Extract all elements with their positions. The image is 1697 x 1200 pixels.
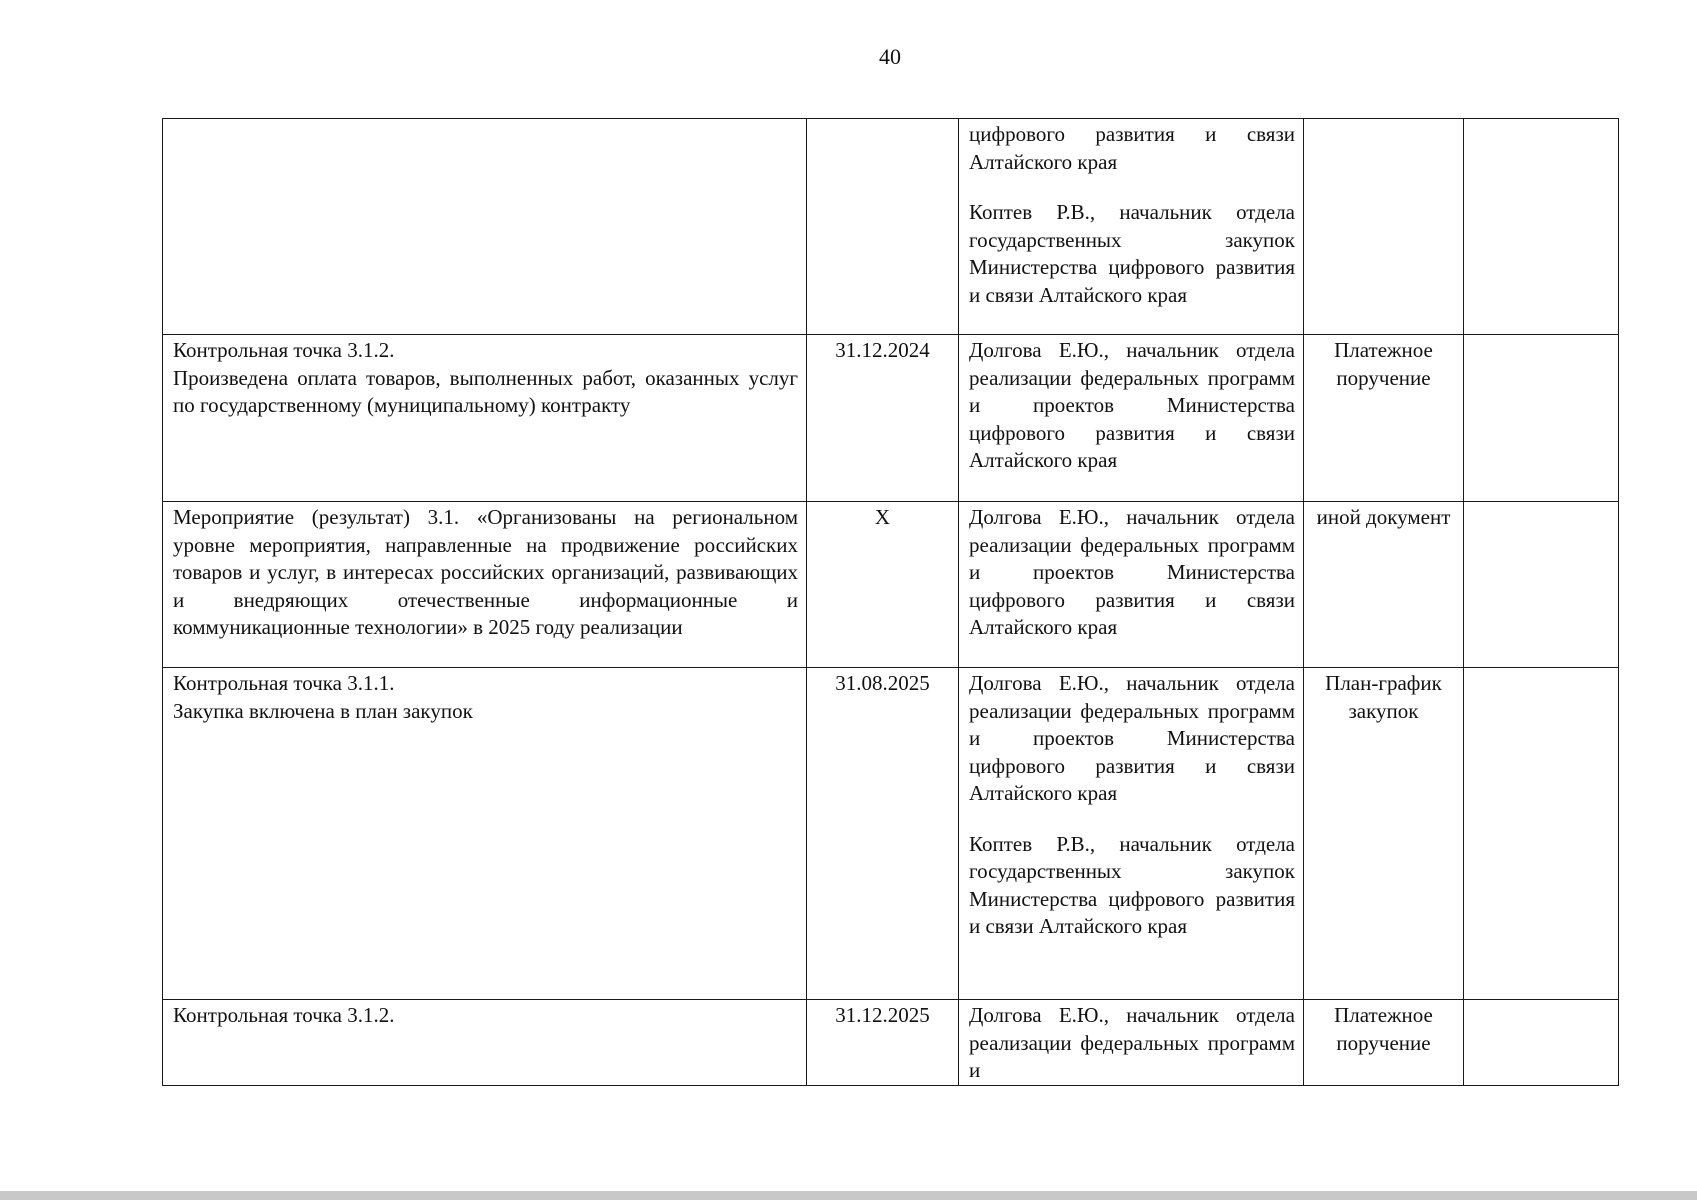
deadline-cell — [807, 502, 959, 668]
responsible-text: Долгова Е.Ю., начальник отдела реализации федеральных программ и — [969, 1003, 1295, 1082]
document-type-cell — [1304, 668, 1464, 1000]
control-point-title: Контрольная точка 3.1.2. — [173, 338, 395, 362]
table-row — [163, 119, 1619, 335]
responsible-text: Долгова Е.Ю., начальник отдела реализации федеральных программ и проектов Министерства цифрового развития и связи Алтайского края — [969, 338, 1295, 472]
responsible-text: Долгова Е.Ю., начальник отдела реализации федеральных программ и проектов Министерства цифрового развития и связи Алтайского края — [969, 505, 1295, 639]
table-row — [163, 1000, 1619, 1086]
responsible-text: Долгова Е.Ю., начальник отдела реализации федеральных программ и проектов Министерства цифрового развития и связи Алтайского края — [969, 671, 1295, 805]
document-type: иной документ — [1316, 505, 1451, 529]
deadline-date: 31.08.2025 — [835, 671, 930, 695]
document-type-cell — [1304, 119, 1464, 335]
responsible-text: Коптев Р.В., начальник отдела государственных закупок Министерства цифрового развития и связи Алтайского края — [969, 200, 1295, 307]
status-cell — [1464, 1000, 1619, 1086]
page-number: 40 — [879, 44, 901, 69]
control-point-description: Произведена оплата товаров, выполненных работ, оказанных услуг по государственному (муниципальному) контракту — [173, 365, 798, 417]
deadline-date: 31.12.2025 — [835, 1003, 930, 1027]
document-type-cell — [1304, 502, 1464, 668]
plan-table — [162, 118, 1619, 1086]
document-type: План-график закупок — [1325, 671, 1442, 723]
document-type-cell — [1304, 1000, 1464, 1086]
control-point-title: Контрольная точка 3.1.2. — [173, 1003, 395, 1027]
table-row — [163, 335, 1619, 502]
document-type: Платежное поручение — [1334, 338, 1433, 390]
status-cell — [1464, 335, 1619, 502]
deadline-cell — [807, 668, 959, 1000]
deadline-cell — [807, 335, 959, 502]
status-cell — [1464, 502, 1619, 668]
control-point-title: Контрольная точка 3.1.1. — [173, 671, 395, 695]
responsible-cell — [959, 668, 1304, 1000]
status-cell — [1464, 119, 1619, 335]
control-point-description: Закупка включена в план закупок — [173, 698, 473, 723]
responsible-cell — [959, 1000, 1304, 1086]
table-row — [163, 502, 1619, 668]
responsible-cell — [959, 335, 1304, 502]
event-name-cell — [163, 1000, 807, 1086]
event-name-cell — [163, 335, 807, 502]
deadline-cell — [807, 1000, 959, 1086]
responsible-text: Коптев Р.В., начальник отдела государственных закупок Министерства цифрового развития и связи Алтайского края — [969, 831, 1295, 938]
responsible-cell — [959, 119, 1304, 335]
status-cell — [1464, 668, 1619, 1000]
event-name-cell — [163, 668, 807, 1000]
responsible-text: цифрового развития и связи Алтайского края — [969, 122, 1295, 174]
deadline-date: X — [874, 505, 891, 529]
responsible-cell — [959, 502, 1304, 668]
deadline-cell — [807, 119, 959, 335]
event-name-cell — [163, 119, 807, 335]
deadline-date: 31.12.2024 — [835, 338, 930, 362]
event-result-title: Мероприятие (результат) 3.1. «Организованы на региональном уровне мероприятия, направленные на продвижение российских товаров и услуг, в интересах российских организаций, развивающих и внедряющих отечественные информационные и коммуникационные технологии» в 2025 году реализации — [173, 505, 798, 639]
event-name-cell — [163, 502, 807, 668]
document-type-cell — [1304, 335, 1464, 502]
table-row — [163, 668, 1619, 1000]
scan-bottom-edge — [0, 1191, 1697, 1200]
document-type: Платежное поручение — [1334, 1003, 1433, 1055]
